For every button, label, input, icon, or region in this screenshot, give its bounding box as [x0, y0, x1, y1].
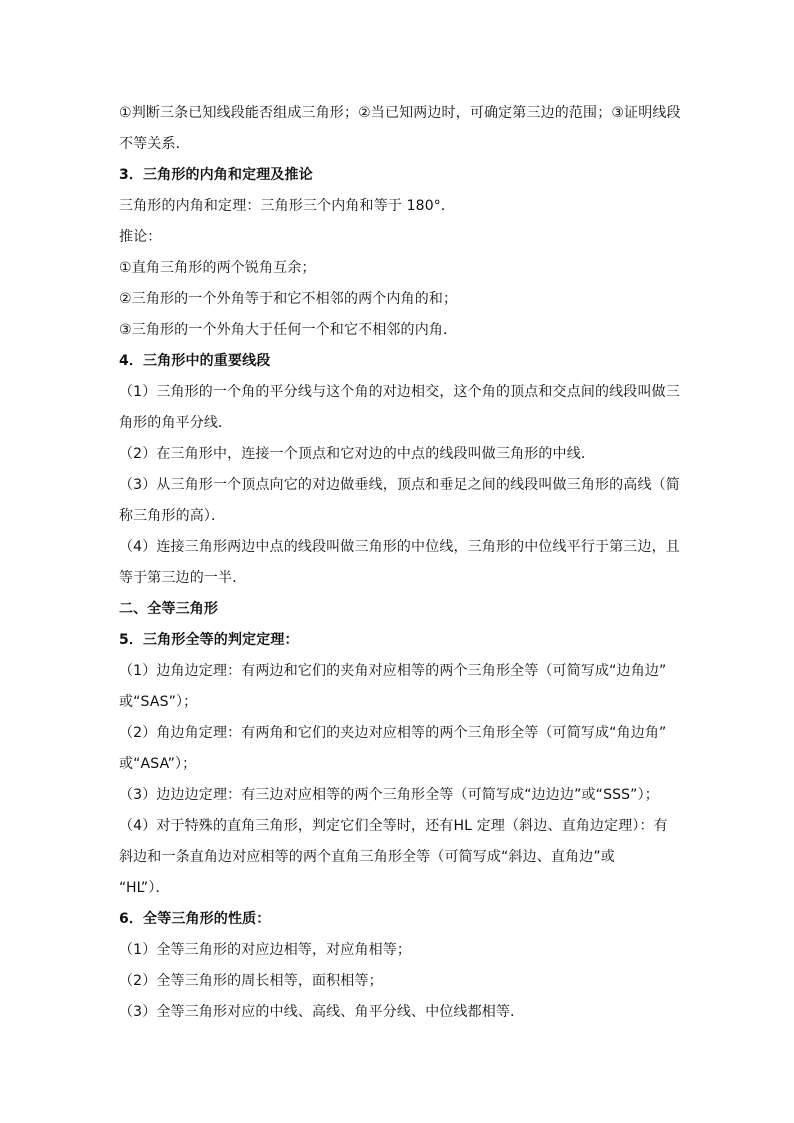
- text-line: 三角形的内角和定理：三角形三个内角和等于 180°．: [119, 198, 456, 214]
- text-line: （1）边角边定理：有两边和它们的夹角对应相等的两个三角形全等（可简写成“边角边”: [119, 663, 667, 679]
- text-line: ②三角形的一个外角等于和它不相邻的两个内角的和；: [119, 291, 458, 307]
- text-line: ①直角三角形的两个锐角互余；: [119, 260, 316, 276]
- text-line: （3）全等三角形对应的中线、高线、角平分线、中位线都相等．: [119, 1004, 525, 1020]
- document-body: [119, 98, 679, 1028]
- text-line: 斜边和一条直角边对应相等的两个直角三角形全等（可简写成“斜边、直角边”或: [119, 849, 615, 865]
- section-heading-6: 6．全等三角形的性质：: [119, 911, 271, 927]
- text-line: “HL”）．: [119, 880, 170, 896]
- text-line: （2）角边角定理：有两角和它们的夹边对应相等的两个三角形全等（可简写成“角边角”: [119, 725, 667, 741]
- section-heading-3: 3．三角形的内角和定理及推论: [119, 167, 313, 183]
- text-line: ①判断三条已知线段能否组成三角形；②当已知两边时，可确定第三边的范围；③证明线段: [119, 105, 681, 121]
- text-line: （4）连接三角形两边中点的线段叫做三角形的中位线，三角形的中位线平行于第三边，且: [119, 539, 680, 555]
- text-line: 角形的角平分线．: [119, 415, 233, 431]
- text-line: （4）对于特殊的直角三角形，判定它们全等时，还有HL 定理（斜边、直角边定理）：有: [119, 818, 668, 834]
- text-line: （2）全等三角形的周长相等，面积相等；: [119, 973, 383, 989]
- text-line: （3）从三角形一个顶点向它的对边做垂线，顶点和垂足之间的线段叫做三角形的高线（简: [119, 477, 680, 493]
- chapter-heading-congruent-triangles: 二、全等三角形: [119, 601, 219, 617]
- text-line: 不等关系．: [119, 136, 190, 152]
- section-heading-4: 4．三角形中的重要线段: [119, 353, 271, 369]
- text-line: 推论：: [119, 229, 162, 245]
- text-line: 或“ASA”）；: [119, 756, 197, 772]
- text-line: 等于第三边的一半．: [119, 570, 247, 586]
- text-line: 或“SAS”）；: [119, 694, 198, 710]
- section-heading-5: 5．三角形全等的判定定理：: [119, 632, 299, 648]
- text-line: （1）三角形的一个角的平分线与这个角的对边相交，这个角的顶点和交点间的线段叫做三: [119, 384, 680, 400]
- text-line: ③三角形的一个外角大于任何一个和它不相邻的内角．: [119, 322, 458, 338]
- text-line: （2）在三角形中，连接一个顶点和它对边的中点的线段叫做三角形的中线．: [119, 446, 596, 462]
- text-line: 称三角形的高）．: [119, 508, 226, 524]
- text-line: （3）边边边定理：有三边对应相等的两个三角形全等（可简写成“边边边”或“SSS”）；: [119, 787, 659, 803]
- text-line: （1）全等三角形的对应边相等，对应角相等；: [119, 942, 412, 958]
